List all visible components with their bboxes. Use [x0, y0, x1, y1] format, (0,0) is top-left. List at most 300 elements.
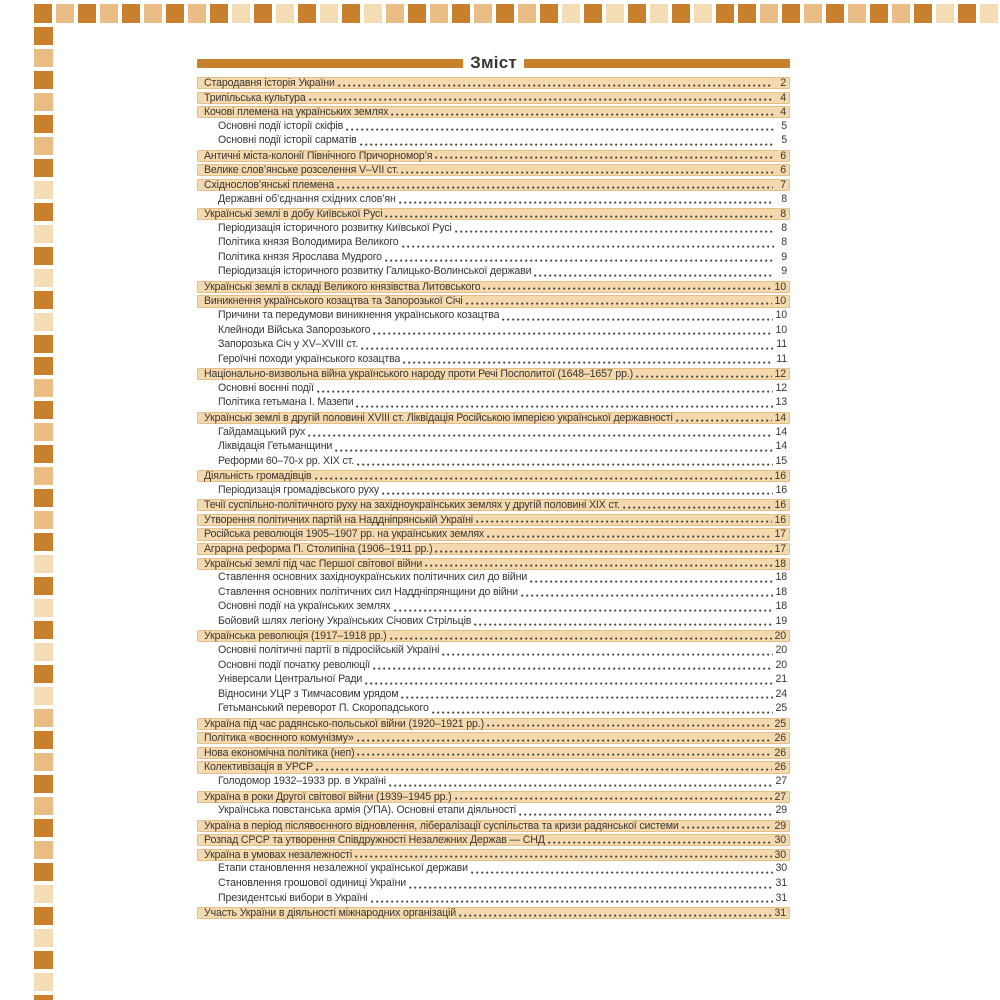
toc-entry-label: Утворення політичних партій на Наддніпрянській Україні — [204, 514, 474, 526]
toc-row — [197, 805, 790, 817]
page-number: 26 — [774, 746, 786, 759]
toc-entry-label: Політика князя Володимира Великого — [218, 237, 399, 249]
toc-row — [197, 106, 790, 118]
dot-leader — [317, 390, 773, 393]
toc-entry-label: Президентські вибори в Україні — [218, 892, 368, 904]
border-square — [100, 4, 118, 23]
toc-row — [197, 587, 790, 599]
toc-entry-label: Бойовий шлях легіону Українських Січових Стрільців — [218, 615, 472, 627]
page-number: 6 — [780, 164, 786, 177]
border-square — [804, 4, 822, 23]
page-number: 10 — [774, 295, 786, 308]
toc-row — [197, 514, 790, 526]
dot-leader — [357, 753, 771, 756]
border-square — [430, 4, 448, 23]
border-square — [210, 4, 228, 23]
border-square — [474, 4, 492, 23]
toc-entry-label: Українські землі в другій половині XVIII ст. Ліквідація Російською імперією української державності — [204, 412, 673, 424]
border-square — [628, 4, 646, 23]
page-title: Зміст — [470, 53, 517, 72]
border-square — [298, 4, 316, 23]
toc-row — [197, 645, 790, 657]
dot-leader — [399, 201, 774, 204]
toc-entry-label: Діяльність громадівців — [204, 471, 312, 483]
toc-entry-label: Політика «воєнного комунізму» — [204, 733, 354, 745]
page-number: 27 — [774, 790, 786, 803]
page-number: 8 — [781, 192, 787, 205]
border-square — [34, 885, 53, 903]
border-square — [650, 4, 668, 23]
border-square — [188, 4, 206, 23]
toc-entry-label: Українські землі в складі Великого князівства Литовського — [204, 281, 481, 293]
page-number: 6 — [780, 149, 786, 162]
border-square — [34, 71, 53, 89]
dot-leader — [502, 318, 772, 321]
border-square — [34, 797, 53, 815]
dot-leader — [455, 797, 772, 800]
dot-leader — [548, 841, 772, 844]
toc-row — [197, 368, 790, 380]
toc-entry-label: Участь України в діяльності міжнародних організацій — [204, 908, 456, 920]
page-number: 4 — [780, 106, 786, 119]
dot-leader — [361, 347, 773, 350]
dot-leader — [474, 623, 772, 626]
page-number: 30 — [774, 834, 786, 847]
dot-leader — [308, 434, 772, 437]
toc-entry-label: Причини та передумови виникнення українського козацтва — [218, 310, 500, 321]
toc-row — [197, 135, 790, 147]
border-square — [936, 4, 954, 23]
toc-row — [197, 660, 790, 672]
toc-entry-label: Основні події історії сарматів — [218, 135, 357, 147]
border-square — [562, 4, 580, 23]
toc-entry-label: Східнослов’янські племена — [204, 179, 335, 191]
toc-row — [197, 528, 790, 540]
toc-entry-label: Гайдамацький рух — [218, 426, 306, 438]
page-number: 18 — [775, 600, 787, 613]
toc-entry-label: Колективізація в УРСР — [204, 762, 314, 774]
border-square — [34, 27, 53, 45]
border-square — [408, 4, 426, 23]
border-square — [34, 907, 53, 925]
page-number: 4 — [780, 91, 786, 104]
toc-row — [197, 427, 790, 439]
toc-content — [197, 54, 790, 922]
dot-leader — [534, 274, 774, 277]
toc-row — [197, 194, 790, 206]
toc-row — [197, 674, 790, 686]
border-square — [958, 4, 976, 23]
toc-row — [197, 295, 790, 307]
dot-leader — [459, 914, 772, 917]
page-number: 10 — [775, 309, 787, 321]
border-square — [34, 401, 53, 419]
toc-entry-label: Політика князя Ярослава Мудрого — [218, 251, 382, 263]
page-number: 29 — [774, 819, 786, 832]
dot-leader — [391, 113, 773, 116]
toc-entry-label: Основні події історії скіфів — [218, 120, 344, 132]
border-square — [540, 4, 558, 23]
page-number: 24 — [775, 687, 787, 700]
toc-row — [197, 732, 790, 744]
border-square — [782, 4, 800, 23]
border-square — [34, 819, 53, 837]
page-number: 16 — [774, 499, 786, 512]
dot-leader — [315, 477, 772, 480]
page-number: 11 — [776, 352, 787, 365]
toc-row — [197, 820, 790, 832]
page-number: 30 — [774, 848, 786, 861]
page-number: 9 — [781, 265, 787, 278]
border-square — [34, 313, 53, 331]
dot-leader — [435, 550, 771, 553]
toc-row — [197, 164, 790, 176]
toc-row — [197, 893, 790, 905]
toc-row — [197, 412, 790, 424]
toc-row — [197, 77, 790, 89]
page-number: 18 — [775, 585, 787, 598]
dot-leader — [373, 332, 772, 335]
dot-leader — [401, 171, 773, 174]
toc-entry-label: Україна в період післявоєнного відновлення, лібералізації суспільства та кризи радянської системи — [204, 820, 679, 832]
border-square — [34, 577, 53, 595]
toc-row — [197, 208, 790, 220]
page-number: 10 — [774, 280, 786, 293]
toc-entry-label: Нова економічна політика (неп) — [204, 747, 355, 759]
toc-row — [197, 718, 790, 730]
toc-entry-label: Героїчні походи українського козацтва — [218, 353, 401, 365]
dot-leader — [682, 826, 772, 829]
page-number: 8 — [781, 236, 787, 249]
page-number: 30 — [775, 862, 787, 875]
page-number: 26 — [774, 732, 786, 745]
toc-entry-label: Періодизація історичного розвитку Київської Русі — [218, 222, 452, 234]
page-number: 8 — [780, 208, 786, 221]
dot-leader — [471, 871, 773, 874]
border-square — [34, 335, 53, 353]
toc-row — [197, 223, 790, 235]
toc-row — [197, 543, 790, 555]
border-square — [34, 841, 53, 859]
dot-leader — [636, 375, 771, 378]
border-square — [232, 4, 250, 23]
page-number: 26 — [774, 761, 786, 774]
toc-row — [197, 150, 790, 162]
toc-entry-label: Гетьманський переворот П. Скоропадського — [218, 703, 429, 715]
border-square — [34, 621, 53, 639]
border-square — [496, 4, 514, 23]
border-square — [34, 555, 53, 573]
page-number: 20 — [774, 630, 786, 643]
toc-row — [197, 266, 790, 278]
toc-row — [197, 470, 790, 482]
dot-leader — [466, 302, 772, 305]
dot-leader — [676, 419, 772, 422]
toc-row — [197, 281, 790, 293]
toc-row — [197, 383, 790, 395]
toc-list — [197, 77, 790, 919]
toc-entry-label: Основні політичні партії в підросійській Україні — [218, 644, 440, 656]
toc-row — [197, 252, 790, 264]
page-number: 29 — [775, 804, 787, 817]
toc-row — [197, 397, 790, 409]
border-square — [694, 4, 712, 23]
dot-leader — [309, 98, 773, 101]
border-square — [276, 4, 294, 23]
page-number: 2 — [780, 77, 786, 89]
toc-row — [197, 456, 790, 468]
border-square — [34, 489, 53, 507]
dot-leader — [476, 520, 772, 523]
dot-leader — [483, 287, 771, 290]
toc-entry-label: Запорозька Січ у XV–XVIII ст. — [218, 339, 358, 351]
border-square — [34, 269, 53, 287]
page-number: 14 — [774, 411, 786, 424]
toc-entry-label: Державні об’єднання східних слов’ян — [218, 193, 396, 205]
dot-leader — [519, 813, 773, 816]
dot-leader — [338, 84, 773, 87]
toc-row — [197, 572, 790, 584]
border-square — [34, 49, 53, 67]
border-square — [34, 93, 53, 111]
border-square — [914, 4, 932, 23]
toc-row — [197, 834, 790, 846]
border-square — [34, 291, 53, 309]
dot-leader — [389, 784, 773, 787]
toc-entry-label: Політика гетьмана І. Мазепи — [218, 397, 354, 409]
toc-entry-label: Течії суспільно-політичного руху на західноукраїнських землях у другій половині XIX ст. — [204, 500, 620, 512]
border-square — [34, 863, 53, 881]
dot-leader — [530, 580, 772, 583]
toc-row — [197, 237, 790, 249]
page-number: 12 — [775, 381, 787, 394]
toc-entry-label: Україна в роки Другої світової війни (1939–1945 рр.) — [204, 791, 452, 803]
border-square — [892, 4, 910, 23]
toc-row — [197, 485, 790, 497]
page-number: 18 — [775, 571, 787, 584]
decorative-border-left — [34, 27, 53, 1000]
toc-row — [197, 689, 790, 701]
toc-entry-label: Періодизація історичного розвитку Галицько-Волинської держави — [218, 266, 532, 278]
page-number: 17 — [774, 528, 786, 541]
dot-leader — [409, 886, 772, 889]
border-square — [34, 357, 53, 375]
border-square — [34, 137, 53, 155]
toc-row — [197, 354, 790, 366]
border-square — [738, 4, 756, 23]
toc-entry-label: Античні міста-колонії Північного Причорномор’я — [204, 150, 433, 162]
dot-leader — [355, 855, 771, 858]
border-square — [672, 4, 690, 23]
border-square — [760, 4, 778, 23]
border-square — [34, 533, 53, 551]
border-square — [34, 115, 53, 133]
toc-entry-label: Національно-визвольна війна українського народу проти Речі Посполитої (1648–1657 рр.) — [204, 369, 634, 381]
toc-entry-label: Кочові племена на українських землях — [204, 107, 389, 119]
border-square — [848, 4, 866, 23]
toc-row — [197, 92, 790, 104]
dot-leader — [394, 609, 773, 612]
border-square — [34, 709, 53, 727]
dot-leader — [402, 245, 774, 248]
border-square — [34, 665, 53, 683]
page-number: 14 — [775, 440, 787, 453]
border-square — [452, 4, 470, 23]
toc-row — [197, 441, 790, 453]
dot-leader — [385, 259, 774, 262]
dot-leader — [403, 361, 773, 364]
border-square — [34, 423, 53, 441]
border-square — [34, 687, 53, 705]
toc-row — [197, 325, 790, 337]
toc-entry-label: Основні події на українських землях — [218, 601, 391, 613]
border-square — [34, 159, 53, 177]
toc-row — [197, 339, 790, 351]
dot-leader — [337, 186, 773, 189]
toc-row — [197, 630, 790, 642]
dot-leader — [316, 768, 771, 771]
toc-row — [197, 761, 790, 773]
page-number: 20 — [775, 643, 787, 656]
border-square — [34, 511, 53, 529]
toc-row — [197, 863, 790, 875]
border-square — [144, 4, 162, 23]
page-number: 16 — [774, 513, 786, 526]
border-square — [584, 4, 602, 23]
toc-entry-label: Ставлення основних політичних сил Наддніпрянщини до війни — [218, 586, 518, 598]
page-number: 16 — [775, 483, 787, 496]
page-number: 13 — [775, 396, 787, 409]
toc-entry-label: Голодомор 1932–1933 рр. в Україні — [218, 776, 386, 787]
toc-entry-label: Клейноди Війська Запорозького — [218, 324, 371, 336]
page-number: 12 — [774, 368, 786, 381]
border-square — [34, 379, 53, 397]
dot-leader — [357, 463, 773, 466]
toc-entry-label: Основні події початку революції — [218, 659, 371, 671]
dot-leader — [623, 506, 772, 509]
border-square — [518, 4, 536, 23]
page-number: 8 — [781, 221, 787, 234]
dot-leader — [487, 535, 771, 538]
border-square — [606, 4, 624, 23]
dot-leader — [357, 739, 772, 742]
toc-entry-label: Основні воєнні події — [218, 382, 314, 394]
toc-row — [197, 499, 790, 511]
toc-entry-label: Ліквідація Гетьманщини — [218, 441, 333, 453]
dot-leader — [425, 564, 771, 567]
toc-row — [197, 878, 790, 890]
toc-row — [197, 616, 790, 628]
toc-entry-label: Етапи становлення незалежної української держави — [218, 863, 468, 875]
dot-leader — [385, 215, 773, 218]
page-number: 21 — [775, 673, 787, 686]
page-number: 31 — [774, 907, 786, 920]
border-square — [34, 247, 53, 265]
dot-leader — [382, 492, 772, 495]
page-number: 25 — [774, 717, 786, 730]
toc-row — [197, 121, 790, 133]
toc-row — [197, 747, 790, 759]
toc-row — [197, 703, 790, 715]
dot-leader — [390, 637, 772, 640]
page-number: 31 — [775, 876, 787, 889]
toc-entry-label: Розпад СРСР та утворення Співдружності Незалежних Держав — СНД — [204, 835, 545, 847]
toc-row — [197, 179, 790, 191]
toc-row — [197, 907, 790, 919]
border-square — [980, 4, 998, 23]
toc-entry-label: Періодизація громадівського руху — [218, 484, 380, 496]
dot-leader — [455, 230, 774, 233]
toc-row — [197, 791, 790, 803]
border-square — [254, 4, 272, 23]
toc-row — [197, 558, 790, 570]
dot-leader — [371, 900, 773, 903]
page-number: 17 — [774, 543, 786, 555]
dot-leader — [356, 405, 772, 408]
border-square — [386, 4, 404, 23]
page-number: 31 — [775, 891, 787, 904]
dot-leader — [401, 696, 772, 699]
border-square — [34, 753, 53, 771]
page-number: 16 — [774, 470, 786, 483]
toc-entry-label: Російська революція 1905–1907 рр. на українських землях — [204, 529, 485, 541]
page-number: 19 — [775, 614, 787, 627]
dot-leader — [432, 711, 773, 714]
toc-entry-label: Трипільська культура — [204, 92, 306, 104]
border-square — [34, 203, 53, 221]
border-square — [826, 4, 844, 23]
title-bar-left — [197, 59, 463, 68]
toc-entry-label: Аграрна реформа П. Столипіна (1906–1911 рр.) — [204, 544, 433, 555]
toc-row — [197, 601, 790, 613]
border-square — [34, 4, 52, 23]
dot-leader — [373, 667, 772, 670]
toc-entry-label: Ставлення основних західноукраїнських політичних сил до війни — [218, 572, 528, 584]
toc-entry-label: Україна в умовах незалежності — [204, 849, 353, 861]
border-square — [34, 599, 53, 617]
toc-entry-label: Відносини УЦР з Тимчасовим урядом — [218, 688, 399, 700]
dot-leader — [521, 594, 773, 597]
page-number: 10 — [775, 323, 787, 336]
toc-entry-label: Українська революція (1917–1918 рр.) — [204, 631, 387, 643]
toc-entry-label: Реформи 60–70-х рр. XIX ст. — [218, 455, 354, 467]
border-square — [166, 4, 184, 23]
dot-leader — [487, 724, 772, 727]
toc-entry-label: Україна під час радянсько-польської війни (1920–1921 рр.) — [204, 718, 484, 730]
page-number: 7 — [780, 178, 786, 191]
page-number: 18 — [774, 557, 786, 570]
dot-leader — [442, 653, 772, 656]
border-square — [34, 995, 53, 1000]
toc-entry-label: Стародавня історія України — [204, 78, 335, 89]
border-square — [34, 929, 53, 947]
border-square — [34, 951, 53, 969]
toc-entry-label: Становлення грошової одиниці України — [218, 877, 407, 889]
border-square — [34, 445, 53, 463]
border-square — [78, 4, 96, 23]
border-square — [34, 731, 53, 749]
page-number: 27 — [775, 775, 787, 787]
border-square — [870, 4, 888, 23]
border-square — [34, 643, 53, 661]
toc-entry-label: Українські землі під час Першої світової війни — [204, 558, 423, 570]
border-square — [34, 973, 53, 991]
decorative-border-top — [34, 4, 1000, 23]
border-square — [34, 775, 53, 793]
toc-row — [197, 849, 790, 861]
title-bar-right — [524, 59, 790, 68]
page-number: 15 — [775, 454, 787, 467]
